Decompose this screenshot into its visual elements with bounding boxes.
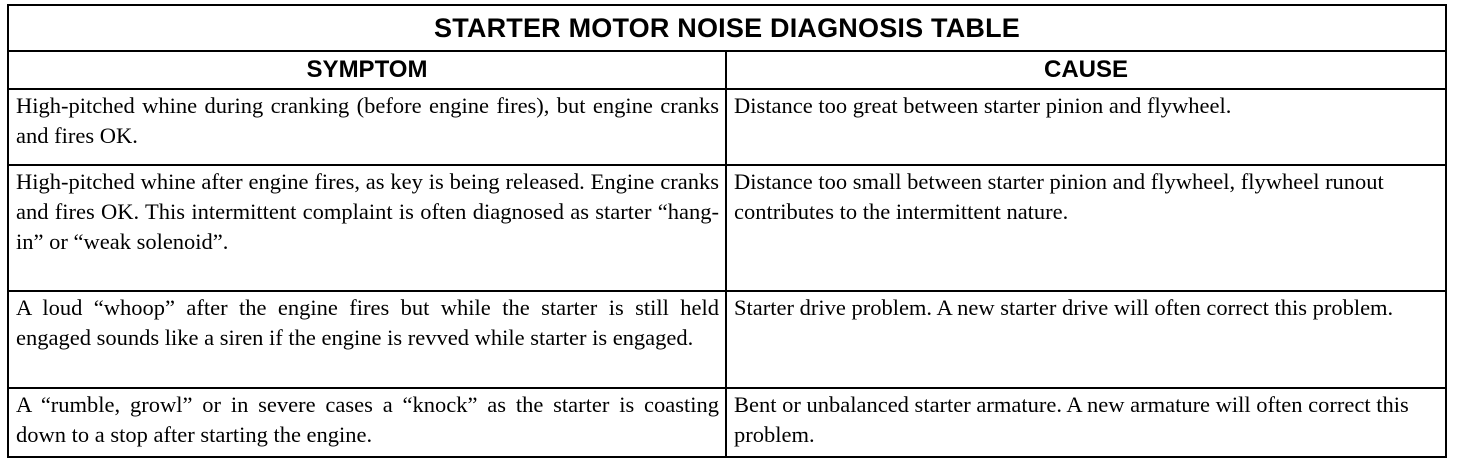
symptom-column-header: SYMPTOM bbox=[9, 51, 726, 89]
cause-cell: Bent or unbalanced starter armature. A new armature will often correct this problem. bbox=[726, 388, 1445, 456]
symptom-cell: High-pitched whine during cranking (before engine fires), but engine cranks and fires OK. bbox=[9, 89, 726, 165]
symptom-cell: A “rumble, growl” or in severe cases a “knock” as the starter is coasting down to a stop after starting the engine. bbox=[9, 388, 726, 456]
diagnosis-table-frame bbox=[7, 4, 1447, 458]
starter-noise-diagnosis-table bbox=[9, 6, 1445, 456]
table-row bbox=[9, 388, 1445, 456]
cause-cell: Distance too great between starter pinion and flywheel. bbox=[726, 89, 1445, 165]
cause-column-header: CAUSE bbox=[726, 51, 1445, 89]
table-row bbox=[9, 89, 1445, 165]
cause-cell: Starter drive problem. A new starter drive will often correct this problem. bbox=[726, 291, 1445, 388]
table-row bbox=[9, 165, 1445, 291]
symptom-cell: High-pitched whine after engine fires, as key is being released. Engine cranks and fires OK. This intermittent complaint is often diagnosed as starter “hang-in” or “weak solenoid”. bbox=[9, 165, 726, 291]
table-row bbox=[9, 291, 1445, 388]
cause-cell: Distance too small between starter pinion and flywheel, flywheel runout contributes to the intermittent nature. bbox=[726, 165, 1445, 291]
title-row bbox=[9, 6, 1445, 51]
table-title: STARTER MOTOR NOISE DIAGNOSIS TABLE bbox=[9, 6, 1445, 51]
header-row bbox=[9, 51, 1445, 89]
symptom-cell: A loud “whoop” after the engine fires but while the starter is still held engaged sounds like a siren if the engine is revved while starter is engaged. bbox=[9, 291, 726, 388]
